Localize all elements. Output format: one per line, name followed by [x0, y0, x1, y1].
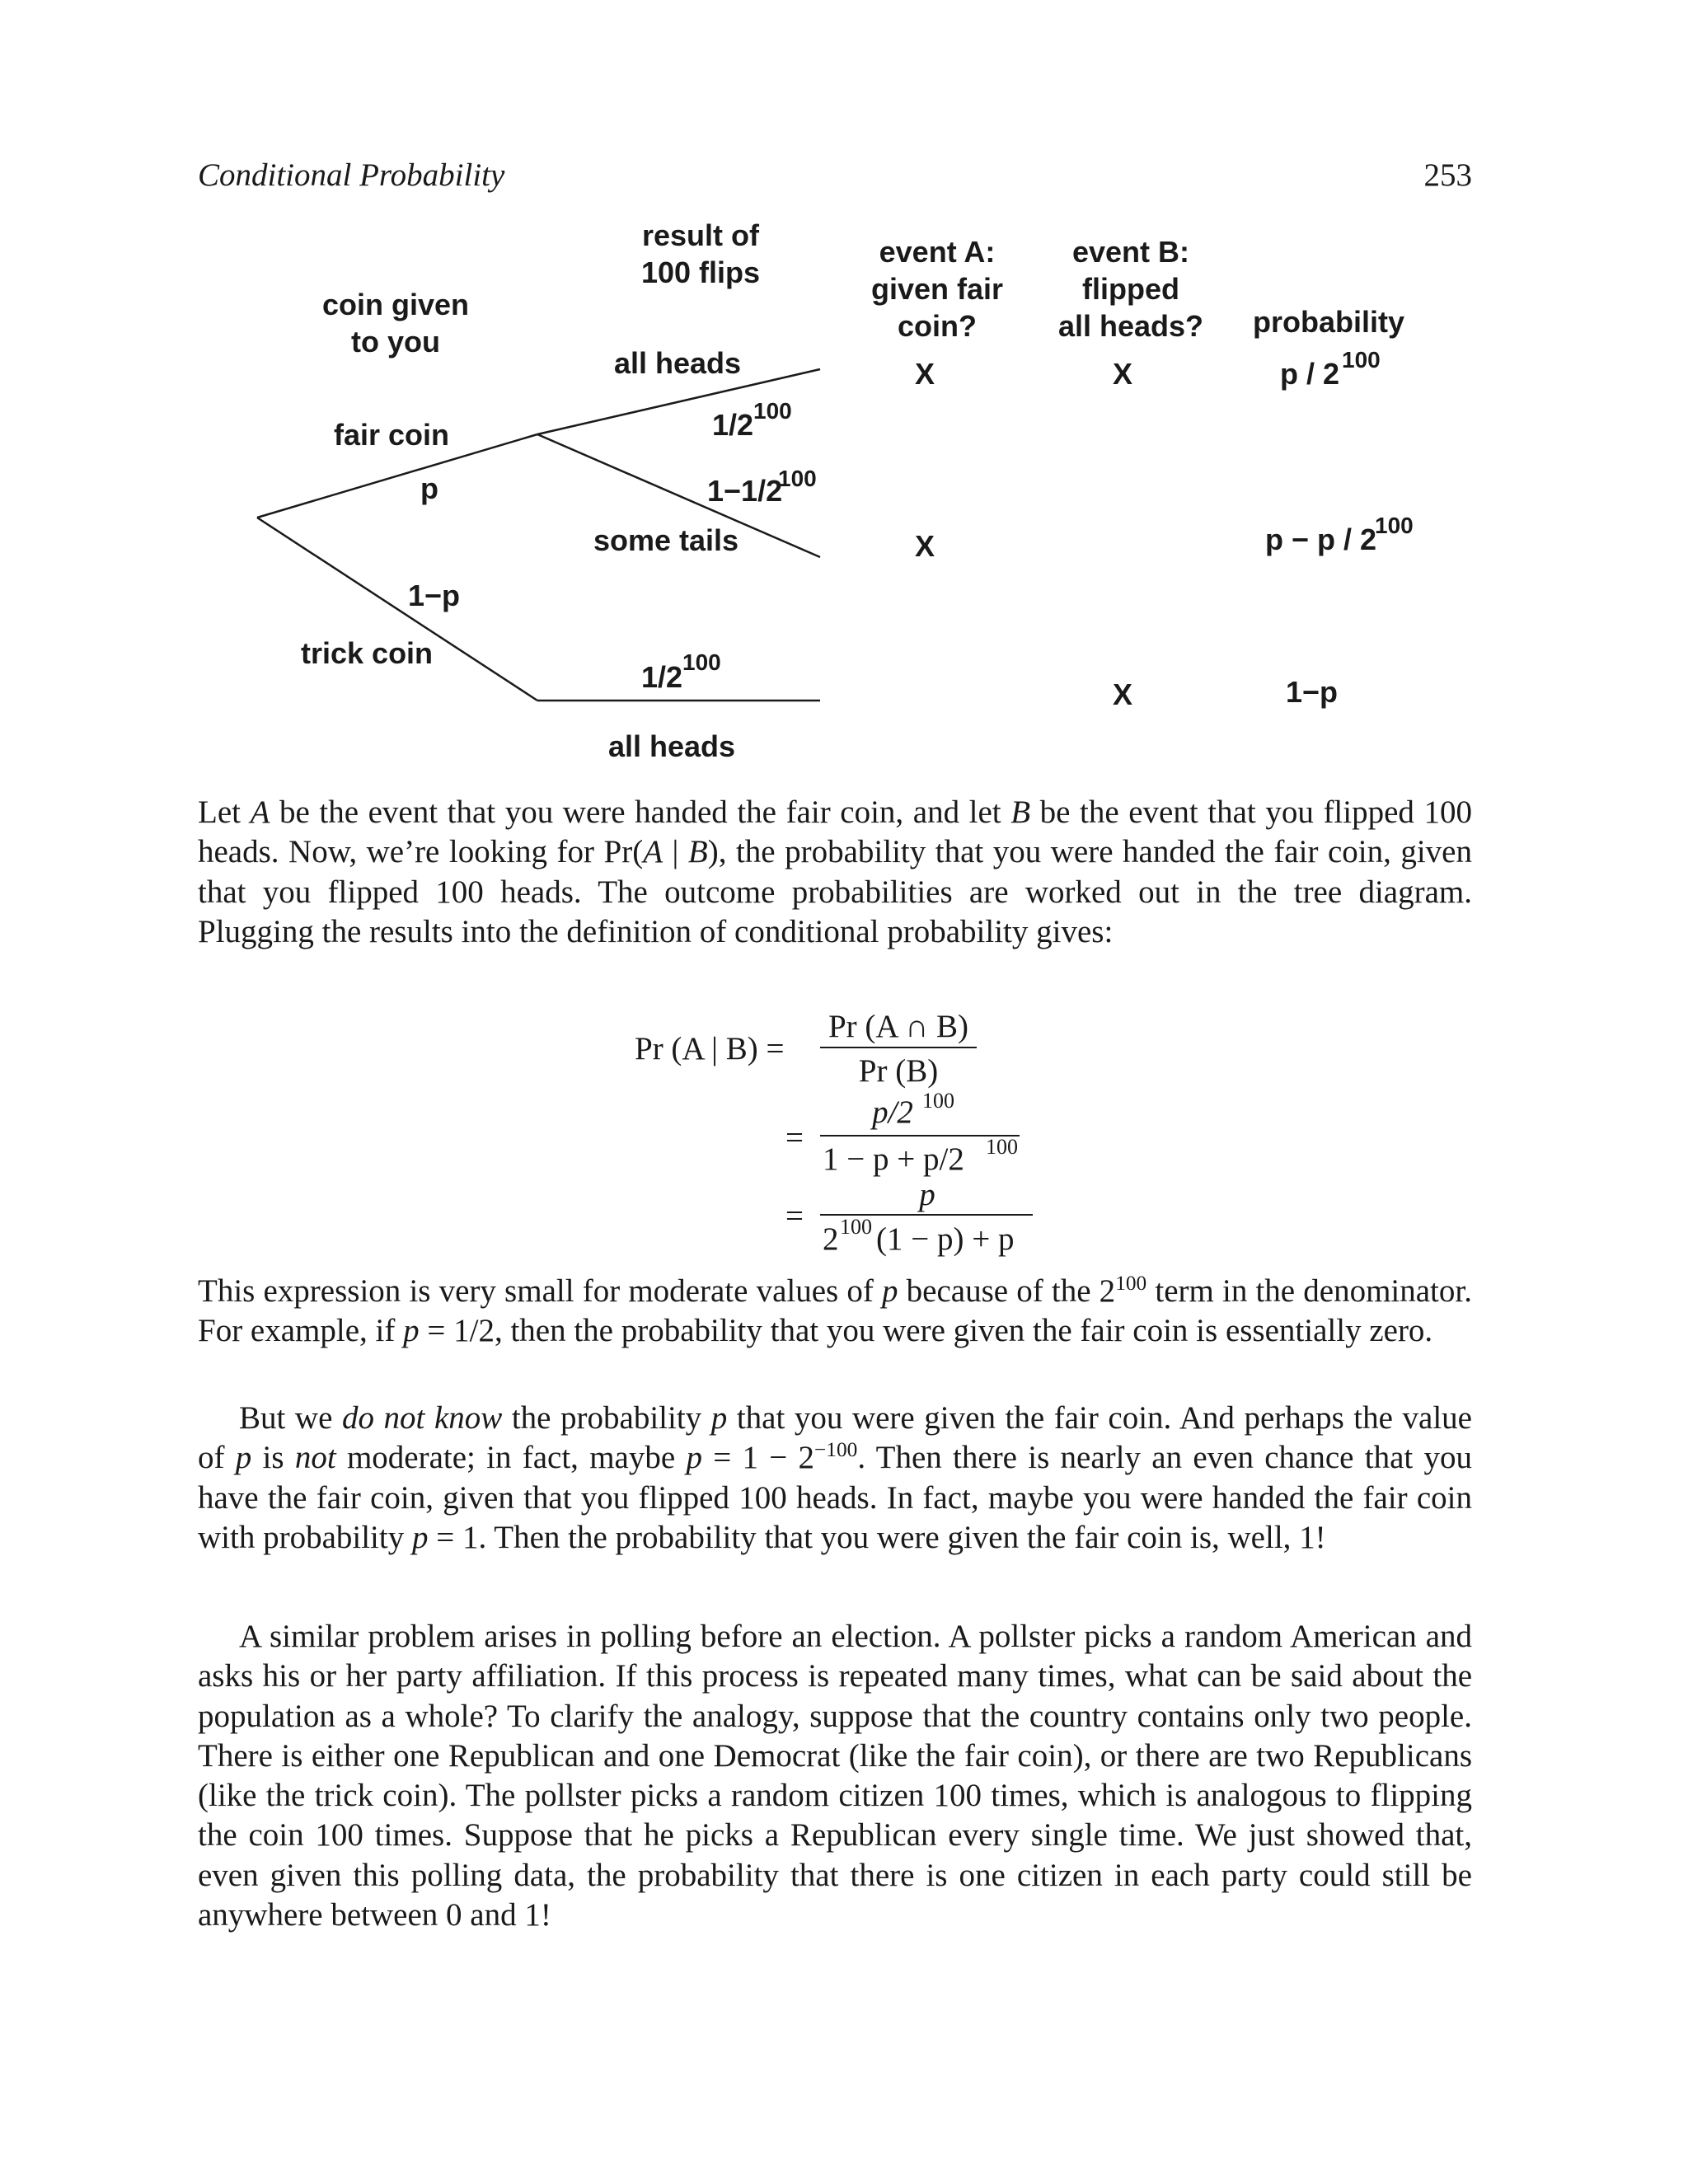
conditional-probability-derivation: [0, 1005, 1688, 1269]
frac3-numerator: p: [919, 1177, 935, 1212]
frac2-denominator-exponent: 100: [986, 1135, 1018, 1159]
equation-lhs: Pr (A | B) =: [635, 1031, 785, 1066]
p-branch-label: p: [420, 471, 438, 505]
probability-tree-diagram: [0, 0, 1688, 791]
trick-half-pow-label: 1/2: [641, 660, 683, 694]
prob-fair-tails: p − p / 2: [1265, 523, 1377, 556]
prob-fair-tails-exponent: 100: [1375, 513, 1414, 538]
event-b-heading: event B:: [1071, 235, 1190, 269]
branch-trick-coin: [257, 518, 537, 701]
paragraph-small-expression: This expression is very small for moderate values of p because of the $2^{100}$ term in the denominator. For example, if p = 1/2, then the probability that you were given the fair coin is essentially zero.: [198, 1272, 1472, 1349]
event-b-heading: flipped: [1082, 272, 1179, 306]
flips-column-heading: result of: [641, 218, 760, 252]
prob-fair-heads: p / 2: [1280, 357, 1340, 391]
half-pow-label: 1/2: [712, 408, 754, 442]
event-a-heading: given fair: [870, 272, 1004, 306]
frac3-denominator-rest: (1 − p) + p: [876, 1221, 1015, 1257]
paragraph-polling: A similar problem arises in polling before an election. A pollster picks a random American and asks his or her party affiliation. If this process is repeated many times, what can be said about the population as a whole? To clarify the analogy, suppose that the country contains only two people. There is either one Republican and one Democrat (like the fair coin), or there are two Republicans (like the trick coin). The pollster picks a random citizen 100 times, which is analogous to flipping the coin 100 times. Suppose that he picks a Republican every single time. We just showed that, even given this polling data, the probability that there is one citizen in each party could still be anywhere between 0 and 1!: [198, 1619, 1472, 1933]
running-head: Conditional Probability: [198, 157, 505, 193]
frac3-denominator-exponent: 100: [840, 1215, 872, 1239]
coin-column-heading: coin given: [321, 288, 470, 321]
frac2-denominator: 1 − p + p/2: [823, 1141, 964, 1177]
event-a-heading: coin?: [898, 309, 977, 343]
flips-column-heading: 100 flips: [640, 255, 761, 289]
frac2-numerator: p/2: [872, 1094, 913, 1130]
fair-coin-label: fair coin: [334, 418, 450, 452]
one-minus-p-branch-label: 1−p: [408, 579, 461, 612]
event-a-mark: X: [915, 529, 935, 563]
equals-sign: =: [785, 1120, 804, 1155]
event-b-mark: X: [1113, 677, 1133, 711]
prob-fair-heads-exponent: 100: [1342, 347, 1381, 373]
trick-all-heads-label: all heads: [608, 729, 736, 763]
probability-column-heading: probability: [1252, 305, 1405, 339]
event-a-mark: X: [915, 357, 935, 391]
frac2-numerator-exponent: 100: [922, 1089, 954, 1113]
coin-column-heading: to you: [351, 325, 440, 359]
frac1-numerator: Pr (A ∩ B): [828, 1009, 969, 1044]
one-minus-half-pow-label: 1−1/2: [707, 474, 783, 508]
half-pow-exponent: 100: [753, 398, 792, 424]
paragraph-unknown-p: But we do not know the probability p that you were given the fair coin. And perhaps the value of p is not moderate; in fact, maybe $p = 1 - 2^{-100}$. Then there is nearly an even chance that you have the fair coin, given that you flipped 100 heads. In fact, maybe you were handed the fair coin with probability p = 1. Then the probability that you were given the fair coin is, well, 1!: [198, 1400, 1472, 1555]
frac1-denominator: Pr (B): [858, 1053, 939, 1089]
fair-some-tails-label: some tails: [593, 523, 739, 557]
trick-half-pow-exponent: 100: [682, 649, 721, 675]
one-minus-half-pow-exponent: 100: [778, 466, 817, 491]
event-b-heading: all heads?: [1057, 309, 1204, 343]
event-b-mark: X: [1113, 357, 1133, 391]
frac3-denominator-base: 2: [823, 1221, 839, 1257]
trick-coin-label: trick coin: [301, 636, 434, 670]
prob-trick: 1−p: [1286, 675, 1339, 709]
event-a-heading: event A:: [879, 235, 996, 269]
paragraph-intro: Let A be the event that you were handed the fair coin, and let B be the event that you flipped 100 heads. Now, we’re looking for Pr(A | B), the probability that you were handed the fair coin, given that you flipped 100 heads. The outcome probabilities are worked out in the tree diagram. Plugging the results into the definition of conditional probability gives:: [198, 794, 1472, 949]
fair-all-heads-label: all heads: [614, 346, 742, 380]
equals-sign: =: [785, 1198, 804, 1234]
page-number: 253: [1423, 157, 1472, 193]
